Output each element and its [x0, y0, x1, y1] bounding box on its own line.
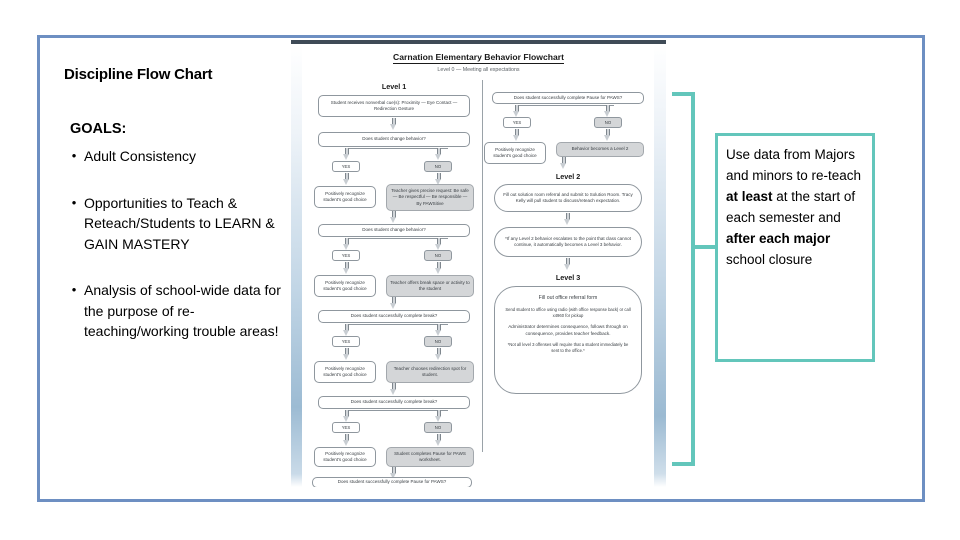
- bracket-bottom-arm: [672, 462, 693, 466]
- fc-box-praise-4: Positively recognize student's good choice: [314, 447, 376, 467]
- fc-question-complete-pause-left: Does student successfully complete Pause for PAWS?: [312, 477, 472, 487]
- fc-box-becomes-level-2: Behavior becomes a Level 2: [556, 142, 644, 157]
- callout-box: [715, 133, 875, 362]
- fc-no-label-4: NO: [424, 422, 452, 433]
- fc-box-redirection-spot: Teacher chooses redirection spot for student.: [386, 361, 474, 383]
- flowchart-right-edge-gradient: [654, 44, 666, 487]
- arrow-down-icon: [343, 410, 350, 422]
- arrow-down-icon: [343, 262, 350, 274]
- fc-yes-label-1: YES: [332, 161, 360, 172]
- fc-question-change-behavior-1: Does student change behavior?: [318, 132, 470, 147]
- goal-item-3: [64, 280, 294, 342]
- flowchart-left-edge-gradient: [291, 44, 302, 487]
- level-1-heading: Level 1: [381, 82, 407, 91]
- arrow-down-icon: [343, 434, 350, 446]
- callout-line-2: and minors to re-teach: [726, 168, 862, 183]
- arrow-down-icon: [435, 324, 442, 336]
- fc-connector: [346, 410, 448, 411]
- arrow-down-icon: [435, 348, 442, 360]
- arrow-down-icon: [390, 297, 397, 309]
- arrow-down-icon: [343, 148, 350, 160]
- arrow-down-icon: [343, 238, 350, 250]
- flowchart-subtitle: Level 0 — Meeting all expectations: [437, 67, 520, 73]
- fc-box-praise-2: Positively recognize student's good choice: [314, 275, 376, 297]
- fc-connector: [346, 148, 448, 149]
- arrow-down-icon: [343, 348, 350, 360]
- fc-question-complete-pause-right: Does student successfully complete Pause for PAWS?: [492, 92, 644, 104]
- arrow-down-icon: [604, 105, 611, 117]
- fc-question-complete-break-1: Does student successfully complete break?: [318, 310, 470, 323]
- arrow-down-icon: [435, 148, 442, 160]
- arrow-down-icon: [560, 157, 567, 169]
- fc-box-escalation-note: *If any Level 2 behavior escalates to the point that class cannot continue, it automatically becomes a Level 3 behavior.: [494, 227, 642, 257]
- fc-box-praise-1: Positively recognize student's good choice: [314, 186, 376, 208]
- arrow-down-icon: [343, 324, 350, 336]
- arrow-down-icon: [390, 211, 397, 223]
- fc-office-referral-title: Fill out office referral form: [538, 295, 598, 301]
- arrow-down-icon: [513, 129, 520, 141]
- arrow-down-icon: [390, 118, 397, 130]
- fc-office-referral-p3: *Not all level 3 offenses will require that a student immediately be sent to the office.*: [507, 342, 629, 354]
- fc-yes-label-right: YES: [503, 117, 531, 128]
- fc-connector: [346, 324, 448, 325]
- fc-no-label-3: NO: [424, 336, 452, 347]
- fc-box-precise-request: Teacher gives precise request: Be safe — Be respectful — Be responsible — By PAWSitive: [386, 184, 474, 211]
- bracket-top-arm: [672, 92, 693, 96]
- callout-line-1: Use data from Majors: [726, 147, 856, 162]
- fc-box-pause-for-paws-worksheet: Student completes Pause for PAWS worksheet.: [386, 447, 474, 467]
- bracket-vertical-line: [691, 92, 695, 466]
- fc-no-label-right: NO: [594, 117, 622, 128]
- left-text-column: [64, 66, 294, 368]
- callout-bold-1: at least: [726, 189, 773, 204]
- bracket-middle-arm: [691, 245, 717, 249]
- goal-text-3: Analysis of school-wide data for the purpose of re-teaching/working trouble areas!: [84, 282, 281, 339]
- arrow-down-icon: [435, 262, 442, 274]
- callout-line-3: at the start of each semester and: [726, 189, 856, 225]
- fc-no-label-1: NO: [424, 161, 452, 172]
- bullet-icon: •: [71, 148, 77, 163]
- goals-heading: GOALS:: [70, 121, 127, 137]
- callout-text: [726, 144, 864, 270]
- behavior-flowchart-image[interactable]: [291, 40, 666, 487]
- flowchart-column-divider: [482, 80, 483, 452]
- level-3-heading: Level 3: [555, 273, 581, 282]
- fc-box-nonverbal-cues: Student receives nonverbal cue(s): Proximity — Eye Contact — Redirection Gesture: [318, 95, 470, 117]
- fc-box-praise-3: Positively recognize student's good choice: [314, 361, 376, 383]
- fc-question-change-behavior-2: Does student change behavior?: [318, 224, 470, 237]
- fc-box-solution-room-referral: Fill out solution room referral and submit to Solution Room. Tracy Kelly will pull student to discuss/reteach expectation.: [494, 184, 642, 212]
- arrow-down-icon: [604, 129, 611, 141]
- fc-no-label-2: NO: [424, 250, 452, 261]
- bullet-icon: •: [71, 194, 77, 210]
- arrow-down-icon: [435, 434, 442, 446]
- fc-question-complete-break-2: Does student successfully complete break?: [318, 396, 470, 409]
- teal-bracket-connector: [672, 92, 698, 466]
- arrow-down-icon: [564, 258, 571, 270]
- level-2-heading: Level 2: [555, 172, 581, 181]
- fc-yes-label-4: YES: [332, 422, 360, 433]
- fc-connector: [516, 105, 614, 106]
- callout-line-4: school closure: [726, 252, 813, 267]
- arrow-down-icon: [435, 410, 442, 422]
- fc-box-office-referral: [494, 286, 642, 394]
- fc-yes-label-2: YES: [332, 250, 360, 261]
- fc-connector: [346, 238, 448, 239]
- arrow-down-icon: [390, 383, 397, 395]
- fc-box-break-space: Teacher offers break space or activity to the student: [386, 275, 474, 297]
- fc-yes-label-3: YES: [332, 336, 360, 347]
- callout-bold-2: after each major: [726, 231, 831, 246]
- goal-text-2: Opportunities to Teach & Reteach/Students to LEARN & GAIN MASTERY: [84, 194, 275, 252]
- fc-office-referral-p2: Administrator determines consequence, follows through on consequence, provides teacher feedback.: [508, 324, 628, 336]
- goal-item-2: [64, 193, 294, 255]
- goal-text-1: Adult Consistency: [84, 148, 197, 164]
- fc-office-referral-p1: Send student to office using radio (with office response back) or call x4960 for pickup: [505, 307, 631, 319]
- flowchart-canvas: [304, 44, 653, 487]
- arrow-down-icon: [343, 173, 350, 185]
- arrow-down-icon: [435, 238, 442, 250]
- arrow-down-icon: [513, 105, 520, 117]
- page-title: Discipline Flow Chart: [64, 66, 213, 83]
- flowchart-title: [304, 52, 653, 62]
- arrow-down-icon: [564, 213, 571, 225]
- fc-box-praise-right: Positively recognize student's good choice: [484, 142, 546, 164]
- flowchart-title-text: Carnation Elementary Behavior Flowchart: [393, 52, 564, 62]
- bullet-icon: •: [71, 282, 77, 297]
- goal-item-1: [64, 146, 294, 167]
